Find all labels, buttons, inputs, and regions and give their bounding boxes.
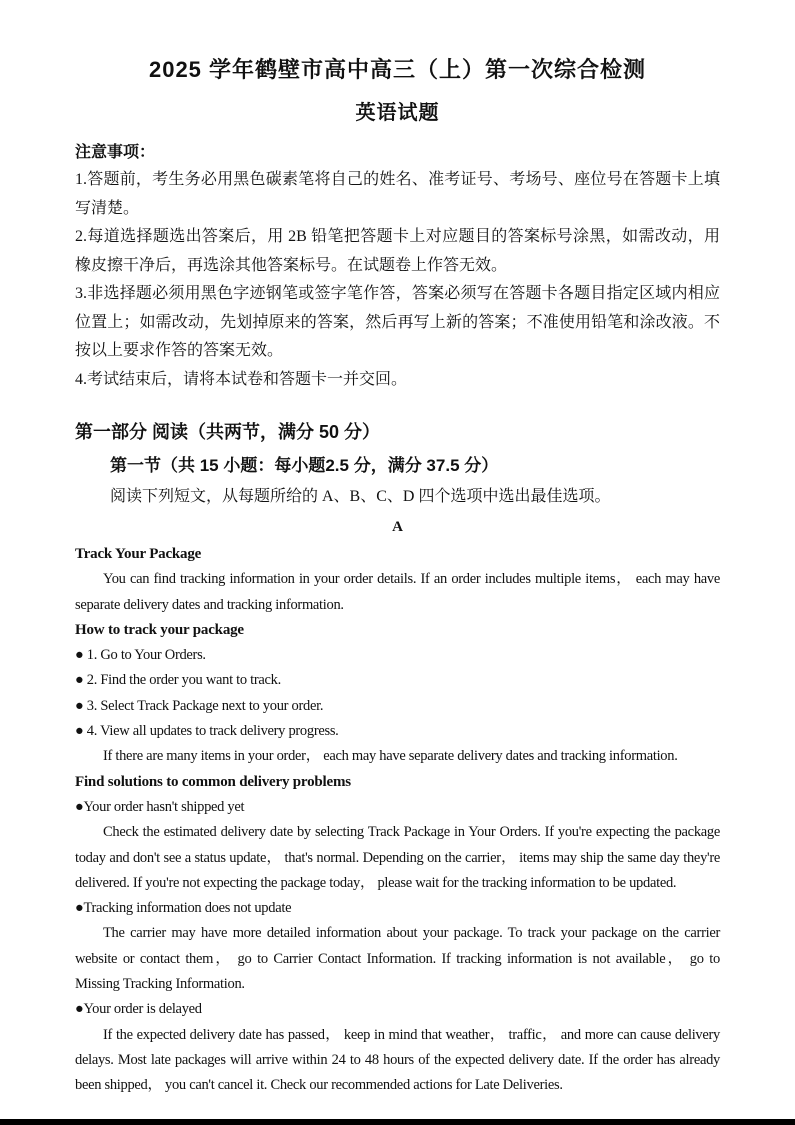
- bullet-item: ● 3. Select Track Package next to your order.: [75, 697, 324, 714]
- bullet-item: ● 4. View all updates to track delivery progress.: [75, 723, 339, 740]
- page-bottom-edge: [0, 1119, 795, 1125]
- passage-subheading: Find solutions to common delivery problems: [75, 773, 351, 790]
- bullet-item: ●Your order hasn't shipped yet: [75, 798, 245, 815]
- passage-paragraph: Check the estimated delivery date by selecting Track Package in Your Orders. If you're expecting the package today and don't see a status update， that's normal. Depending on the carrier， items may ship the same day they're delivered. If you're not expecting the package today， please wait for the tracking information to be updated.: [75, 824, 720, 891]
- notice-item-4: 4.考试结束后，请将本试卷和答题卡一并交回。: [75, 370, 408, 388]
- passage-title: Track Your Package: [75, 546, 202, 562]
- notice-item-2: 2.每道选择题选出答案后，用 2B 铅笔把答题卡上对应题目的答案标号涂黑，如需改动，用橡皮擦干净后，再选涂其他答案标号。在试题卷上作答无效。: [75, 228, 720, 274]
- notice-section: [75, 142, 720, 394]
- passage-a: [75, 542, 720, 1099]
- bullet-item: ●Tracking information does not update: [75, 900, 292, 917]
- part1-heading: 第一部分 阅读（共两节，满分 50 分）: [75, 422, 381, 442]
- passage-paragraph: If there are many items in your order， each may have separate delivery dates and tracking information.: [103, 748, 678, 765]
- bullet-item: ● 2. Find the order you want to track.: [75, 672, 281, 689]
- passage-paragraph: The carrier may have more detailed information about your package. To track your package on the carrier website or contact them， go to Carrier Contact Information. If tracking information is not available， go to Missing Tracking Information.: [75, 925, 720, 993]
- page-title: 2025 学年鹤壁市高中高三（上）第一次综合检测: [148, 57, 647, 82]
- passage-label: A: [392, 519, 403, 535]
- notice-heading: 注意事项：: [75, 144, 156, 161]
- passage-subheading: How to track your package: [75, 621, 244, 638]
- notice-item-3: 3.非选择题必须用黑色字迹钢笔或签字笔作答，答案必须写在答题卡各题目指定区域内相应位置上；如需改动，先划掉原来的答案，然后再写上新的答案；不准使用铅笔和涂改液。不按以上要求作答的答案无效。: [75, 285, 720, 359]
- section1-heading: 第一节（共 15 小题：每小题2.5 分，满分 37.5 分）: [110, 456, 499, 475]
- section1-instructions: 阅读下列短文，从每题所给的 A、B、C、D 四个选项中选出最佳选项。: [110, 488, 611, 505]
- notice-item-1: 1.答题前，考生务必用黑色碳素笔将自己的姓名、准考证号、考场号、座位号在答题卡上填写清楚。: [75, 171, 720, 217]
- bullet-item: ● 1. Go to Your Orders.: [75, 647, 206, 664]
- passage-paragraph: You can find tracking information in your order details. If an order includes multiple items， each may have separate delivery dates and tracking information.: [75, 571, 720, 613]
- passage-paragraph: If the expected delivery date has passed， keep in mind that weather， traffic， and more can cause delivery delays. Most late packages will arrive within 24 to 48 hours of the expected delivery date. If the order has already been shipped， you can't cancel it. Check our recommended actions for Late Deliveries.: [75, 1026, 720, 1094]
- part1-section: [75, 420, 720, 537]
- bullet-item: ●Your order is delayed: [75, 1001, 202, 1018]
- page-subtitle: 英语试题: [355, 102, 440, 124]
